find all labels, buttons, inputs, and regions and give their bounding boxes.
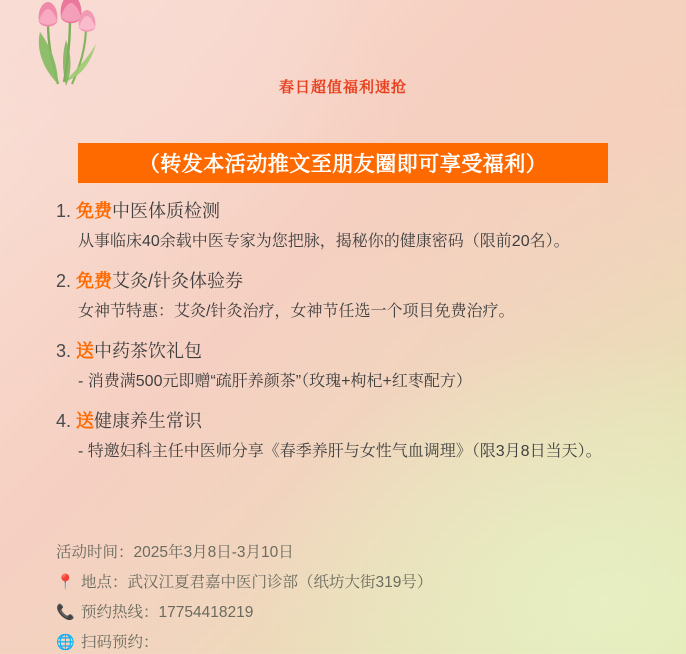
event-qr-row [56,628,656,654]
benefit-keyword: 送 [76,411,95,431]
benefit-title [56,406,656,436]
event-info-footer [56,538,656,654]
benefit-description: - 特邀妇科主任中医师分享《春季养肝与女性气血调理》（限3月8日当天）。 [78,443,602,460]
location-pin-icon: 📍 [56,574,75,591]
benefit-title-rest: 中药茶饮礼包 [94,341,203,361]
benefit-title [56,196,656,226]
event-location-row [56,568,656,598]
page-headline: 春日超值福利速抢 [278,79,407,96]
benefit-description: 从事临床40余载中医专家为您把脉，揭秘你的健康密码（限前20名）。 [78,233,570,250]
benefit-title-rest: 健康养生常识 [94,411,203,431]
benefits-list [56,196,656,476]
benefit-description: - 消费满500元即赠“疏肝养颜茶”（玫瑰+枸杞+红枣配方） [78,373,472,390]
benefit-index: 4. [56,411,72,431]
benefit-keyword: 送 [76,341,95,361]
benefit-title-rest: 中医体质检测 [112,201,221,221]
event-phone-label: 预约热线：17754418219 [81,604,254,621]
list-item [56,196,656,256]
event-time-label: 活动时间：2025年3月8日-3月10日 [56,544,294,561]
benefit-keyword: 免费 [76,271,113,291]
benefit-index: 2. [56,271,72,291]
list-item [56,406,656,466]
list-item [56,266,656,326]
telephone-icon: 📞 [56,604,75,621]
benefit-description: 女神节特惠：艾灸/针灸治疗，女神节任选一个项目免费治疗。 [78,303,515,320]
event-location-label: 地点：武汉江夏君嘉中医门诊部（纸坊大街319号） [81,574,433,591]
benefit-keyword: 免费 [76,201,113,221]
benefit-index: 3. [56,341,72,361]
event-qr-label: 扫码预约： [81,634,159,651]
benefit-title-rest: 艾灸/针灸体验券 [112,271,244,291]
event-time-row [56,538,656,568]
globe-icon: 🌐 [56,634,75,651]
event-phone-row [56,598,656,628]
benefit-title [56,266,656,296]
benefit-index: 1. [56,201,72,221]
list-item [56,336,656,396]
share-banner [78,143,608,183]
share-banner-label: （转发本活动推文至朋友圈即可享受福利） [138,153,548,176]
benefit-title [56,336,656,366]
